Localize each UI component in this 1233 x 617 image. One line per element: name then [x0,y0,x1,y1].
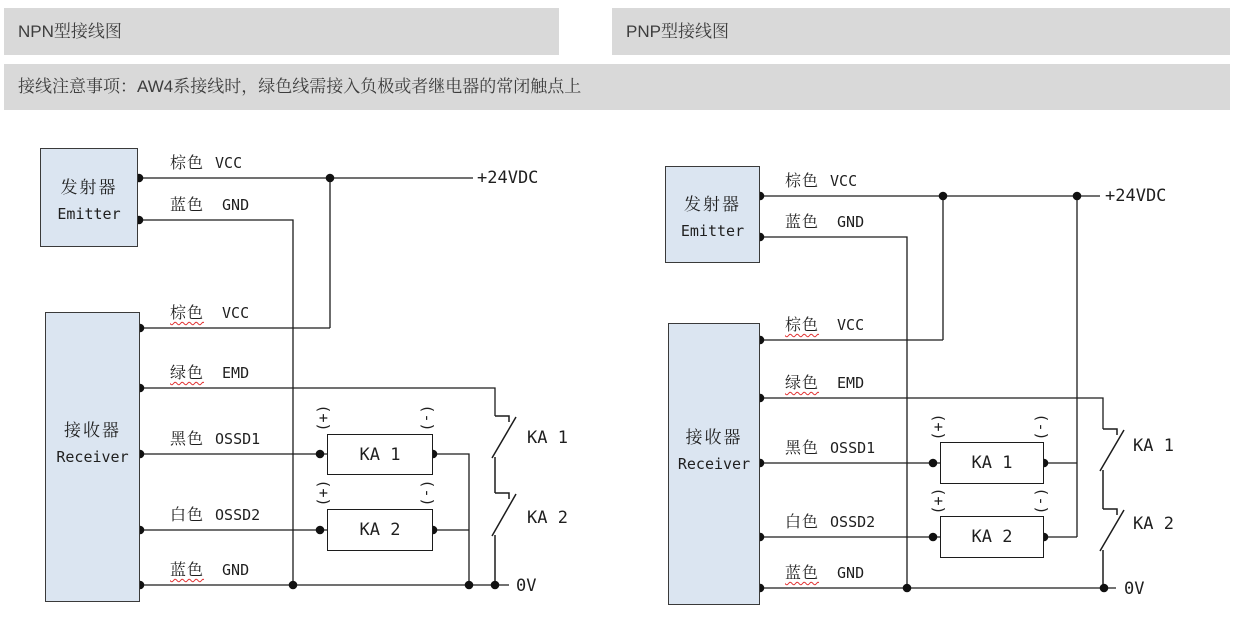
pnp-receiver-box [668,323,760,605]
wire-color-word: 棕色 [170,305,205,322]
wire-color-word: 黑色 [170,431,205,448]
wire-signal-name: OSSD2 [215,506,261,524]
npn-receiver-emd-label [170,366,249,382]
npn-emitter-name-cn: 发射器 [60,177,118,197]
pnp-relay-ka2-box: KA 2 [940,516,1044,558]
pnp-emitter-vcc-label [785,174,857,190]
pnp-junction-dots [756,192,1109,593]
npn-receiver-gnd-label [170,563,249,579]
wire-signal-name: OSSD1 [215,430,261,448]
npn-relay-ka1-box: KA 1 [327,434,433,475]
wire-signal-name: VCC [222,304,250,322]
pnp-ground-label: 0V [1124,579,1145,599]
npn-receiver-ossd1-label [170,432,260,448]
wire-signal-name: GND [222,196,250,214]
wire-signal-name: VCC [215,154,243,172]
pnp-receiver-emd-label [785,376,864,392]
npn-ka1-minus-marker: (-) [418,404,437,432]
wire-color-word: 棕色 [170,155,205,172]
wire-color-word: 棕色 [785,317,820,334]
npn-relay-ka2-box: KA 2 [327,509,433,551]
wire-signal-name: VCC [837,316,865,334]
pnp-supply-label: +24VDC [1105,186,1167,206]
npn-receiver-name-en: Receiver [56,448,129,466]
pnp-ka2-plus-marker: (+) [929,487,948,515]
pnp-receiver-name-cn: 接收器 [685,428,743,447]
pnp-emitter-box [665,166,760,263]
npn-ka1-plus-marker: (+) [314,404,333,432]
pnp-contact-ka1-label: KA 1 [1133,436,1174,456]
npn-receiver-ossd2-label [170,508,260,524]
pnp-relay-contact-switches [1100,429,1124,588]
wire-color-word: 绿色 [785,375,820,392]
wire-color-word: 蓝色 [785,565,820,582]
wire-signal-name: OSSD2 [830,513,876,531]
wire-signal-name: EMD [837,374,865,392]
wire-color-word: 棕色 [785,173,820,190]
npn-contact-ka1-label: KA 1 [527,428,568,448]
npn-emitter-vcc-label [170,156,242,172]
header-cell-npn: NPN型接线图 [4,8,559,55]
wiring-note: 接线注意事项：AW4系接线时，绿色线需接入负极或者继电器的常闭触点上 [4,64,1230,110]
wire-signal-name: GND [837,213,865,231]
wire-color-word: 蓝色 [170,562,205,579]
wire-color-word: 绿色 [170,365,205,382]
pnp-contact-ka2-label: KA 2 [1133,514,1174,534]
npn-emitter-gnd-label [170,198,249,214]
npn-ka2-minus-marker: (-) [418,479,437,507]
wire-color-word: 黑色 [785,440,820,457]
pnp-relay-ka1-box: KA 1 [940,442,1044,484]
pnp-receiver-vcc-label [785,318,864,334]
pnp-receiver-ossd1-label [785,441,875,457]
wire-signal-name: GND [222,561,250,579]
pnp-emitter-gnd-label [785,215,864,231]
wire-color-word: 蓝色 [170,197,205,214]
wire-signal-name: EMD [222,364,250,382]
pnp-emitter-name-en: Emitter [680,221,745,240]
npn-contact-ka2-label: KA 2 [527,508,568,528]
header-cell-pnp: PNP型接线图 [612,8,1230,55]
npn-emitter-name-en: Emitter [57,204,121,223]
npn-ka2-plus-marker: (+) [314,479,333,507]
pnp-ka1-plus-marker: (+) [929,413,948,441]
wire-color-word: 白色 [785,514,820,531]
pnp-ka2-minus-marker: (-) [1032,487,1051,515]
pnp-receiver-gnd-label [785,566,864,582]
pnp-receiver-name-en: Receiver [677,455,751,473]
npn-relay-contact-switches [492,416,516,585]
wire-color-word: 蓝色 [785,214,820,231]
pnp-receiver-ossd2-label [785,515,875,531]
npn-ground-label: 0V [516,576,537,596]
wire-color-word: 白色 [170,507,205,524]
npn-receiver-name-cn: 接收器 [64,421,121,440]
pnp-ka1-minus-marker: (-) [1032,413,1051,441]
wire-signal-name: OSSD1 [830,439,876,457]
npn-receiver-vcc-label [170,306,249,322]
pnp-emitter-name-cn: 发射器 [684,194,741,214]
npn-supply-label: +24VDC [477,168,539,188]
npn-emitter-box [40,148,138,247]
wire-signal-name: VCC [830,172,858,190]
wire-signal-name: GND [837,564,865,582]
npn-receiver-box [45,312,140,602]
